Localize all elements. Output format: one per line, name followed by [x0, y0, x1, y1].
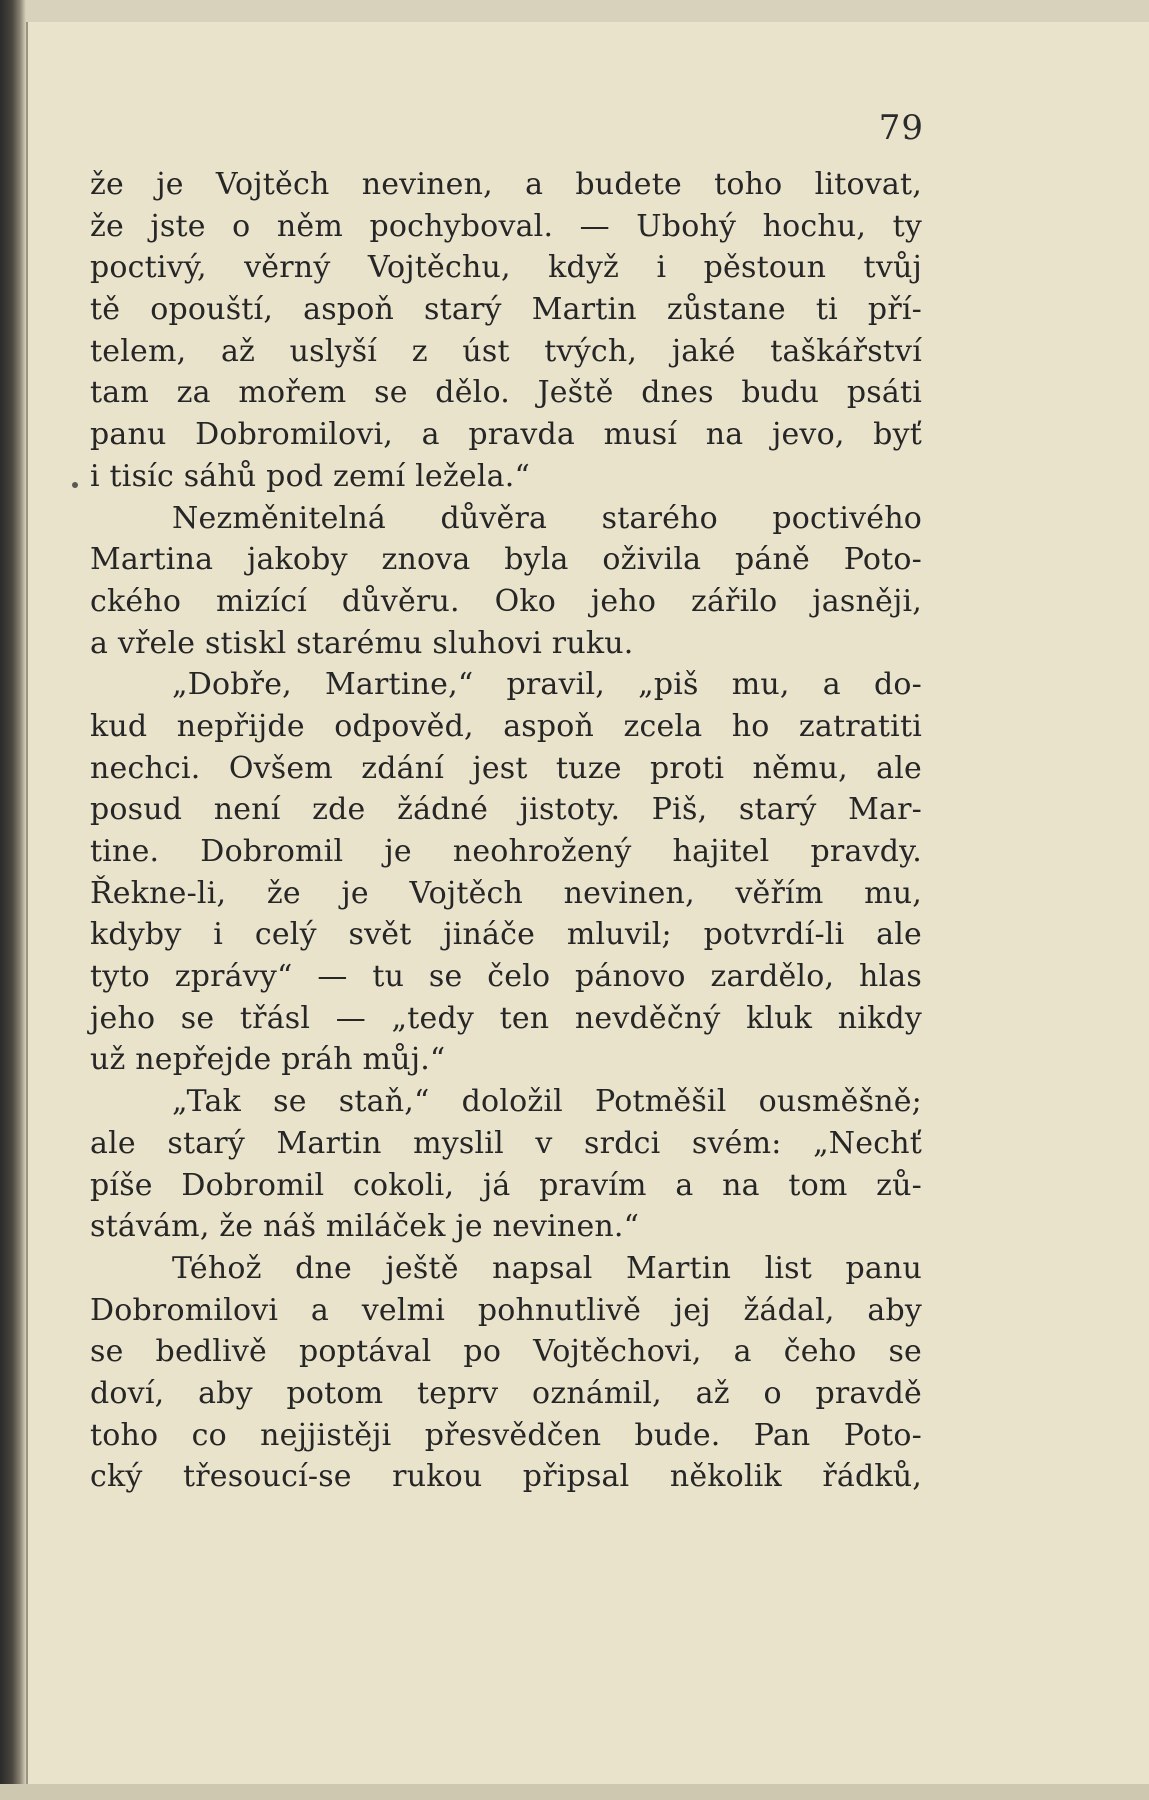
- text-line: doví, aby potom teprv oznámil, až o pravdě: [90, 1375, 922, 1411]
- text-line: ale starý Martin myslil v srdci svém: „Nechť: [90, 1125, 922, 1161]
- text-line: kdyby i celý svět jináče mluvil; potvrdí-li ale: [90, 917, 922, 953]
- text-line: a vřele stiskl starému sluhovi ruku.: [90, 625, 634, 661]
- book-binding-edge: [0, 0, 26, 1800]
- text-line: posud není zde žádné jistoty. Piš, starý Mar-: [90, 792, 922, 828]
- text-line: cký třesoucí-se rukou připsal několik řádků,: [90, 1459, 922, 1495]
- text-line: Řekne-li, že je Vojtěch nevinen, věřím mu,: [90, 875, 922, 911]
- margin-mark: [72, 482, 78, 488]
- text-line: toho co nejjistěji přesvědčen bude. Pan Poto-: [90, 1417, 922, 1453]
- text-line: poctivý, věrný Vojtěchu, když i pěstoun tvůj: [90, 250, 922, 286]
- text-line: i tisíc sáhů pod zemí ležela.“: [90, 458, 530, 494]
- text-line: ckého mizící důvěru. Oko jeho zářilo jasněji,: [90, 583, 922, 619]
- text-line: „Tak se staň,“ doložil Potměšil ousměšně;: [172, 1084, 922, 1120]
- page-bottom-edge: [0, 1784, 1149, 1800]
- text-line: Téhož dne ještě napsal Martin list panu: [172, 1250, 922, 1286]
- text-line: nechci. Ovšem zdání jest tuze proti němu, ale: [90, 750, 922, 786]
- text-line: telem, až uslyší z úst tvých, jaké taškářství: [90, 333, 922, 369]
- text-line: stávám, že náš miláček je nevinen.“: [90, 1209, 640, 1245]
- text-line: tine. Dobromil je neohrožený hajitel pravdy.: [90, 834, 922, 869]
- text-line: Martina jakoby znova byla oživila páně Poto-: [90, 542, 922, 578]
- text-line: panu Dobromilovi, a pravda musí na jevo, byť: [90, 417, 922, 453]
- text-line: Nezměnitelná důvěra starého poctivého: [172, 500, 922, 536]
- page-number: 79: [878, 108, 924, 148]
- text-line: jeho se třásl — „tedy ten nevděčný kluk nikdy: [90, 1000, 922, 1036]
- text-line: Dobromilovi a velmi pohnutlivě jej žádal, aby: [90, 1292, 922, 1328]
- text-line: kud nepřijde odpověd, aspoň zcela ho zatratiti: [90, 708, 922, 744]
- text-line: že jste o něm pochyboval. — Ubohý hochu, ty: [90, 208, 922, 244]
- text-line: už nepřejde práh můj.“: [90, 1042, 446, 1078]
- text-line: tyto zprávy“ — tu se čelo pánovo zardělo, hlas: [90, 959, 922, 995]
- body-text: [90, 164, 922, 1498]
- text-line: tě opouští, aspoň starý Martin zůstane ti pří-: [90, 292, 922, 328]
- text-line: že je Vojtěch nevinen, a budete toho litovat,: [90, 167, 922, 202]
- text-line: píše Dobromil cokoli, já pravím a na tom zů-: [90, 1167, 922, 1203]
- text-line: tam za mořem se dělo. Ještě dnes budu psáti: [90, 375, 922, 411]
- text-line: „Dobře, Martine,“ pravil, „piš mu, a do-: [172, 667, 922, 703]
- text-line: se bedlivě poptával po Vojtěchovi, a čeho se: [90, 1334, 922, 1370]
